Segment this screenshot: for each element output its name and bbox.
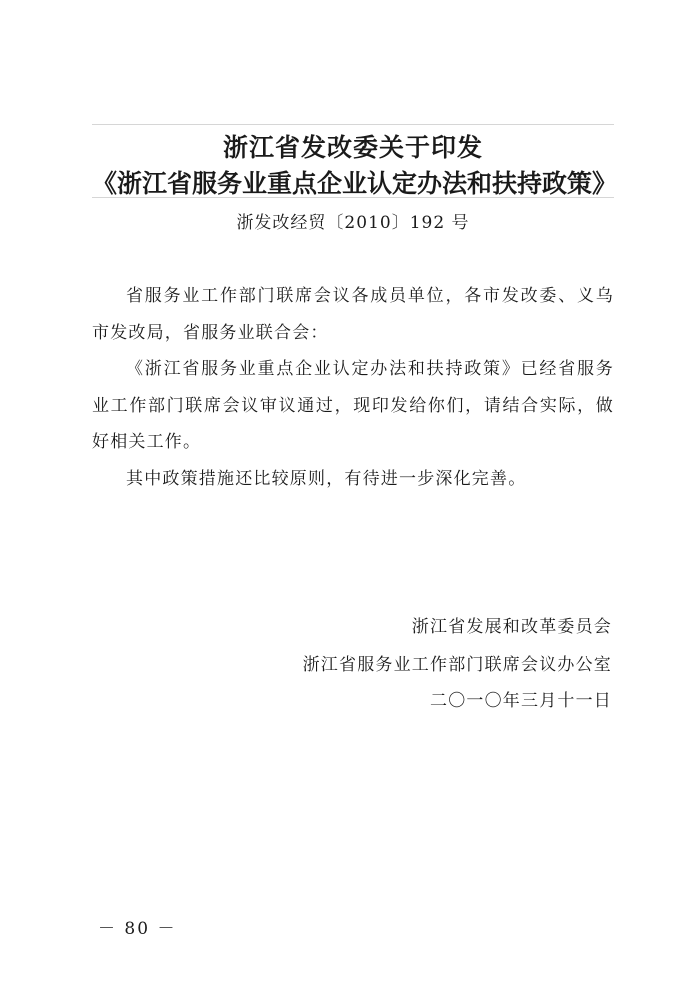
- signature-org-2: 浙江省服务业工作部门联席会议办公室: [302, 655, 612, 675]
- body-paragraph-1: 《浙江省服务业重点企业认定办法和扶持政策》已经省服务业工作部门联席会议审议通过，现印发给你们，请结合实际，做好相关工作。: [92, 359, 614, 452]
- signature-org-1: 浙江省发展和改革委员会: [411, 617, 612, 637]
- document-number: 浙发改经贸〔2010〕192 号: [236, 213, 470, 233]
- document-title-line2: 《浙江省服务业重点企业认定办法和扶持政策》: [92, 169, 618, 198]
- signature-date: 二〇一〇年三月十一日: [430, 691, 612, 711]
- title-bottom-rule: [92, 197, 614, 198]
- page-number: － 80 －: [98, 919, 177, 939]
- salutation-paragraph: 省服务业工作部门联席会议各成员单位，各市发改委、义乌市发改局，省服务业联合会：: [92, 286, 614, 343]
- document-body: [92, 278, 614, 497]
- title-top-rule: [92, 124, 614, 125]
- document-title-line1: 浙江省发改委关于印发: [222, 133, 483, 162]
- body-paragraph-2: 其中政策措施还比较原则，有待进一步深化完善。: [126, 468, 527, 489]
